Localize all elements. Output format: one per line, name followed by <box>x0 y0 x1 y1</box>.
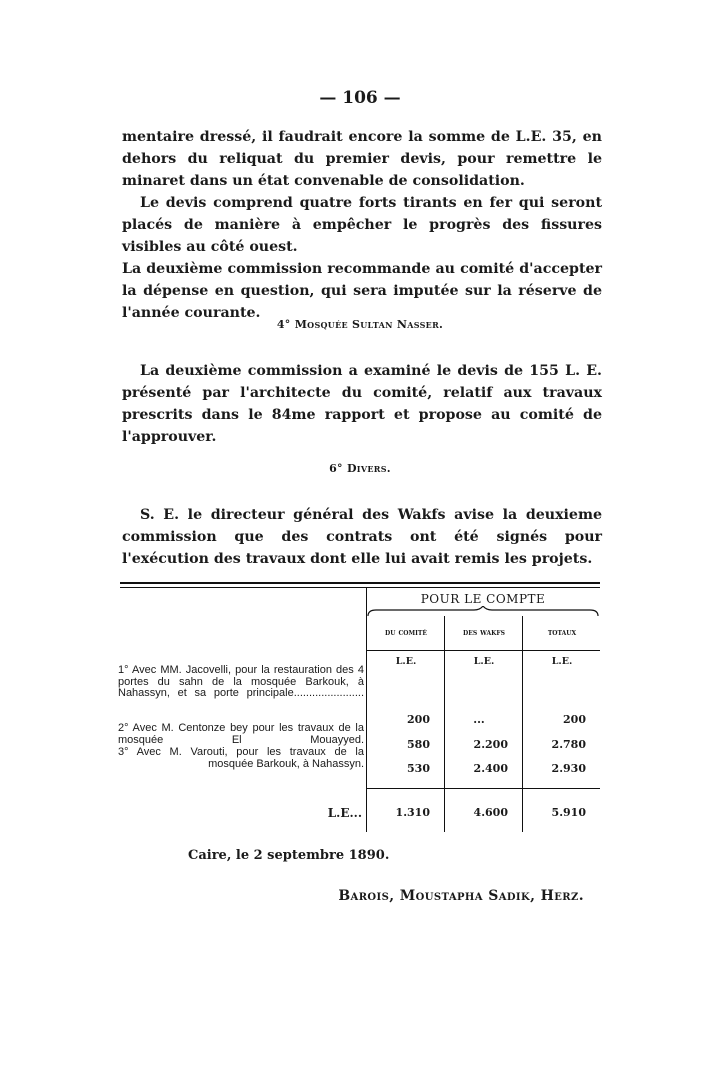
group-header: POUR LE COMPTE <box>420 592 546 606</box>
section-heading-mosquee: 4° Mosquée Sultan Nasser. <box>276 318 444 331</box>
unit-comite: L.E. <box>395 656 417 667</box>
column-header-comite: du comité <box>385 628 427 638</box>
paragraph-4: La deuxième commission a examiné le devis de 155 L. E. présenté par l'architecte du comité, relatif aux travaux prescrits dans le 84me rapport et propose au comité de l'approuver. <box>122 363 602 445</box>
table-top-rule <box>120 582 600 584</box>
table-cell-r1-comite: 200 <box>407 713 430 726</box>
paragraph-5: S. E. le directeur général des Wakfs avise la deuxieme commission que des contrats ont été signés pour l'exécution des travaux dont elle lui avait remis les projets. <box>122 507 602 567</box>
table-cell-r2-totaux: 2.780 <box>551 738 586 751</box>
group-brace <box>366 606 600 618</box>
table-divider-col2 <box>522 616 523 832</box>
body-text-middle <box>122 360 602 448</box>
place-date: Caire, le 2 septembre 1890. <box>188 848 390 863</box>
table-header-rule <box>366 650 600 651</box>
table-cell-r2-comite: 580 <box>407 738 430 751</box>
table-total-comite: 1.310 <box>395 806 430 819</box>
body-text-lower <box>122 504 602 570</box>
table-cell-r2-wakfs: 2.200 <box>473 738 508 751</box>
signatures: Barois, Moustapha Sadik, Herz. <box>338 888 584 904</box>
column-header-totaux: totaux <box>547 628 577 638</box>
table-cell-r1-totaux: 200 <box>563 713 586 726</box>
table-cell-r3-totaux: 2.930 <box>551 762 586 775</box>
table-row-label-1: 1° Avec MM. Jacovelli, pour la restauration des 4 portes du sahn de la mosquée Barkouk, à Nahassyn, et sa porte principale....................... <box>118 664 364 700</box>
paragraph-2: Le devis comprend quatre forts tirants en fer qui seront placés de manière à empêcher le progrès des fissures visibles au côté ouest. <box>122 195 602 255</box>
column-header-wakfs: des wakfs <box>463 628 505 638</box>
table-cell-r3-wakfs: 2.400 <box>473 762 508 775</box>
table-top-rule-thin <box>120 587 600 588</box>
table-divider-col1 <box>444 616 445 832</box>
paragraph-3: La deuxième commission recommande au comité d'accepter la dépense en question, qui sera imputée sur la réserve de l'année courante. <box>122 261 602 321</box>
body-text-top <box>122 126 602 324</box>
table-total-label: L.E... <box>327 806 362 820</box>
table-row-label-2: 2° Avec M. Centonze bey pour les travaux de la mosquée El Mouayyed. <box>118 722 364 746</box>
table-total-wakfs: 4.600 <box>473 806 508 819</box>
section-heading-divers: 6° Divers. <box>329 462 391 475</box>
page-number: — 106 — <box>319 88 401 108</box>
unit-wakfs: L.E. <box>473 656 495 667</box>
table-divider-label <box>366 588 367 832</box>
table-total-rule <box>366 788 600 789</box>
table-cell-r3-comite: 530 <box>407 762 430 775</box>
table-row-label-3: 3° Avec M. Varouti, pour les travaux de la mosquée Barkouk, à Nahassyn. <box>118 746 364 770</box>
table-cell-r1-wakfs: ... <box>473 713 485 726</box>
unit-totaux: L.E. <box>551 656 573 667</box>
paragraph-1: mentaire dressé, il faudrait encore la somme de L.E. 35, en dehors du reliquat du premier devis, pour remettre le minaret dans un état convenable de consolidation. <box>122 129 602 189</box>
table-total-totaux: 5.910 <box>551 806 586 819</box>
